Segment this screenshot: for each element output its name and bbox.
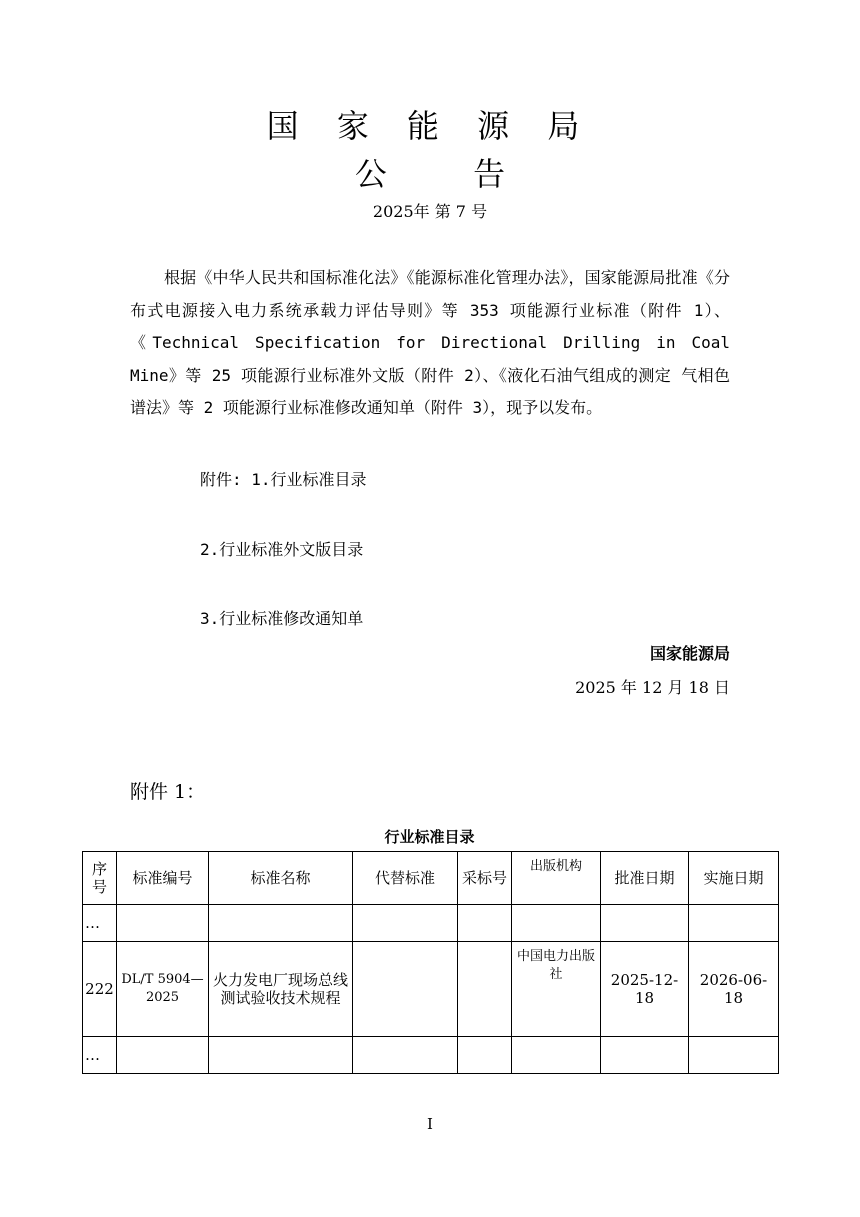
- announcement-paragraph: 根据《中华人民共和国标准化法》《能源标准化管理办法》，国家能源局批准《分布式电源接入电力系统承载力评估导则》等 353 项能源行业标准（附件 1）、《Technical Specification for Directional Drilling in Coal Mine》等 25 项能源行业标准外文版（附件 2）、《液化石油气组成的测定 气相色谱法》等 2 项能源行业标准修改通知单（附件 3），现予以发布。: [130, 268, 730, 417]
- header-effective-date: 实施日期: [689, 852, 779, 905]
- attachment-item-2: 2.行业标准外文版目录: [200, 540, 364, 559]
- cell-replaces: [353, 942, 458, 1037]
- signature-organization: 国家能源局: [649, 644, 730, 663]
- ellipsis-cell: …: [83, 1037, 117, 1074]
- header-publisher: 出版机构: [512, 852, 601, 905]
- table-caption: 行业标准目录: [384, 828, 475, 846]
- attachment-item-3: 3.行业标准修改通知单: [200, 609, 364, 628]
- attachment-item-1: 附件: 1.行业标准目录: [200, 470, 367, 489]
- attachment-heading: 附件 1：: [130, 781, 206, 803]
- issue-number: 2025年 第 7 号: [372, 202, 488, 221]
- page-number: I: [427, 1115, 433, 1133]
- notice-title: 公 告: [354, 155, 544, 193]
- cell-adopted: [458, 942, 512, 1037]
- cell-name: 火力发电厂现场总线测试验收技术规程: [209, 942, 353, 1037]
- announcement-body: [130, 262, 730, 425]
- table-header-row: [83, 852, 779, 905]
- header-replaces: 代替标准: [353, 852, 458, 905]
- header-name: 标准名称: [209, 852, 353, 905]
- cell-seq: 222: [83, 942, 117, 1037]
- signature-date: 2025 年 12 月 18 日: [575, 678, 730, 697]
- ellipsis-cell: …: [83, 905, 117, 942]
- header-code: 标准编号: [117, 852, 209, 905]
- table-row-ellipsis-bottom: [83, 1037, 779, 1074]
- table-row-ellipsis-top: [83, 905, 779, 942]
- standards-catalog-table: [82, 851, 779, 1074]
- cell-approval-date: 2025-12-18: [601, 942, 689, 1037]
- header-seq: 序号: [83, 852, 117, 905]
- header-adopted: 采标号: [458, 852, 512, 905]
- cell-publisher: 中国电力出版社: [512, 942, 601, 1037]
- cell-effective-date: 2026-06-18: [689, 942, 779, 1037]
- header-approval-date: 批准日期: [601, 852, 689, 905]
- table-row: [83, 942, 779, 1037]
- organization-title: 国 家 能 源 局: [266, 107, 594, 145]
- cell-code: DL/T 5904—2025: [117, 942, 209, 1037]
